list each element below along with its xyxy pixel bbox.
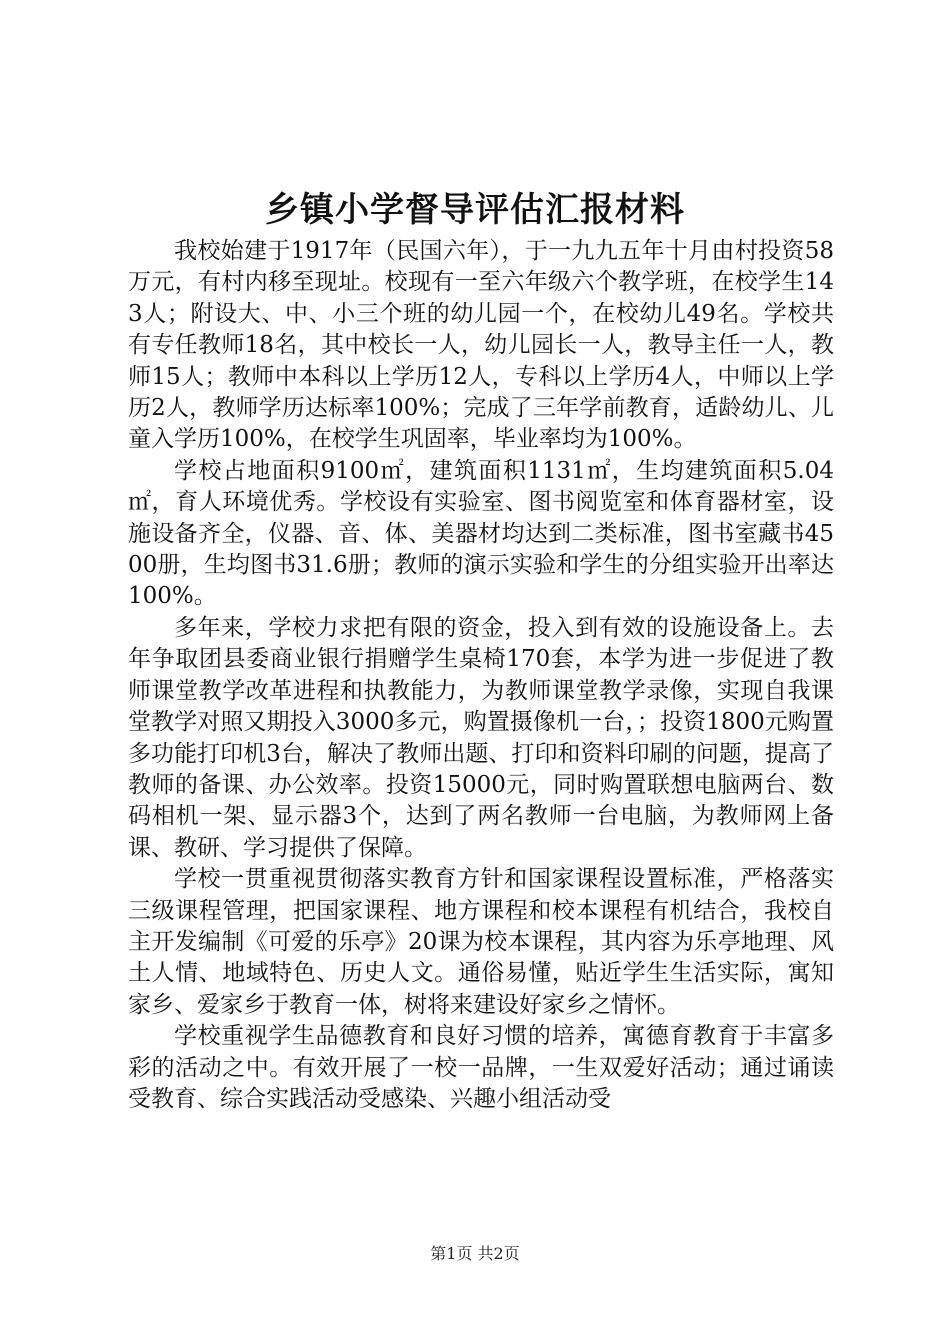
paragraph-school-overview: 我校始建于1917年（民国六年），于一九九五年十月由村投资58万元，有村内移至现址。校现有一至六年级六个教学班，在校学生143人；附设大、中、小三个班的幼儿园一个，在校幼儿49名。学校共有专任教师18名，其中校长一人，幼儿园长一人，教导主任一人，教师15人；教师中本科以上学历12人，专科以上学历4人，中师以上学历2人，教师学历达标率100%；完成了三年学前教育，适龄幼儿、儿童入学历100%，在校学生巩固率，毕业率均为100%。 [128, 238, 834, 453]
paragraph-curriculum: 学校一贯重视贯彻落实教育方针和国家课程设置标准，严格落实三级课程管理，把国家课程、地方课程和校本课程有机结合，我校自主开发编制《可爱的乐亭》20课为校本课程，其内容为乐亭地理、风土人情、地域特色、历史人文。通俗易懂，贴近学生生活实际，寓知家乡、爱家乡于教育一体，树将来建设好家乡之情怀。 [128, 866, 834, 1018]
document-title: 乡镇小学督导评估汇报材料 [265, 190, 685, 230]
paragraph-investment: 多年来，学校力求把有限的资金，投入到有效的设施设备上。去年争取团县委商业银行捐赠学生桌椅170套，本学为进一步促进了教师课堂教学改革进程和执教能力，为教师课堂教学录像，实现自我课堂教学对照又期投入3000多元，购置摄像机一台，；投资1800元购置多功能打印机3台，解决了教师出题、打印和资料印刷的问题，提高了教师的备课、办公效率。投资15000元，同时购置联想电脑两台、数码相机一架、显示器3个，达到了两名教师一台电脑，为教师网上备课、教研、学习提供了保障。 [128, 614, 834, 861]
paragraph-moral-education: 学校重视学生品德教育和良好习惯的培养，寓德育教育于丰富多彩的活动之中。有效开展了一校一品牌，一生双爱好活动；通过诵读受教育、综合实践活动受感染、兴趣小组活动受 [128, 1023, 834, 1112]
document-body [128, 236, 834, 1115]
paragraph-facilities: 学校占地面积9100㎡，建筑面积1131㎡，生均建筑面积5.04㎡，育人环境优秀。学校设有实验室、图书阅览室和体育器材室，设施设备齐全，仪器、音、体、美器材均达到二类标准，图书室藏书4500册，生均图书31.6册；教师的演示实验和学生的分组实验开出率达100%。 [128, 457, 834, 610]
page-number-footer: 第1页 共2页 [430, 1244, 520, 1263]
